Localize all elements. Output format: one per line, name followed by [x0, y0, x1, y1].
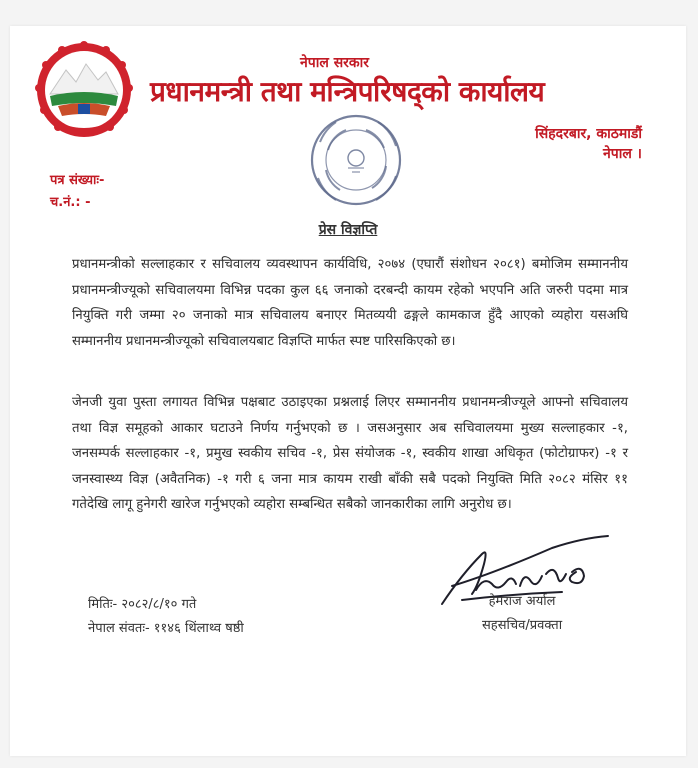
office-seal-stamp: [306, 110, 406, 210]
signatory-block: [482, 590, 562, 638]
signatory-name: हेमराज अर्याल: [488, 594, 556, 609]
signatory-title: सहसचिव/प्रवक्ता: [482, 618, 563, 633]
office-address: [535, 124, 642, 164]
body-paragraph-2: जेनजी युवा पुस्ता लगायत विभिन्न पक्षबाट उठाइएका प्रश्नलाई लिएर सम्माननीय प्रधानमन्त्रीज्यूले आफ्नो सचिवालय तथा विज्ञ समूहको आकार घटाउने निर्णय गर्नुभएको छ । जसअनुसार अब सचिवालयमा मुख्य सल्लाहकार -१, जनसम्पर्क सल्लाहकार -१, प्रमुख स्वकीय सचिव -१, प्रेस संयोजक -१, स्वकीय शाखा अधिकृत (फोटोग्राफर) -१ र जनस्वास्थ्य विज्ञ (अवैतनिक) -१ गरी ६ जना मात्र कायम राखी बाँकी सबै पदको नियुक्ति मिति २०८२ मंसिर ११ गतेदेखि लागू हुनेगरी खारेज गर्नुभएको व्यहोरा सम्बन्धित सबैको जानकारीका लागि अनुरोध छ।: [72, 395, 628, 513]
address-line-1: सिंहदरबार, काठमाडौं: [535, 126, 642, 142]
office-title: प्रधानमन्त्री तथा मन्त्रिपरिषद्को कार्यालय: [150, 75, 545, 108]
nepal-emblem-icon: [34, 40, 134, 140]
press-release-heading: प्रेस विज्ञप्ति: [318, 222, 378, 238]
footer-dates: [88, 593, 244, 641]
body-paragraph-1: प्रधानमन्त्रीको सल्लाहकार र सचिवालय व्यवस्थापन कार्यविधि, २०७४ (एघारौं संशोधन २०८१) बमोजिम सम्माननीय प्रधानमन्त्रीज्यूको सचिवालयमा विभिन्न पदका कुल ६६ जनाको दरबन्दी कायम रहेको भएपनि अति जरुरी पदमा मात्र नियुक्ति गरी जम्मा २० जनाको मात्र सचिवालय बनाएर मितव्ययी ढङ्गले कामकाज हुँदै आएको व्यहोरा यसअघि सम्माननीय प्रधानमन्त्रीज्यूको सचिवालयबाट विज्ञप्ति मार्फत स्पष्ट पारिसकिएको छ।: [72, 257, 628, 349]
government-label: नेपाल सरकार: [300, 55, 370, 71]
dispatch-number: च.नं.: -: [50, 195, 91, 210]
letter-page: [10, 26, 686, 756]
letter-number: पत्र संख्याः-: [50, 173, 105, 188]
address-line-2: नेपाल ।: [602, 146, 642, 162]
nepal-samvat-date: नेपाल संवतः- ११४६ थिंलाथ्व षष्ठी: [88, 621, 244, 636]
issue-date: मितिः- २०८२/८/१० गते: [88, 597, 197, 612]
